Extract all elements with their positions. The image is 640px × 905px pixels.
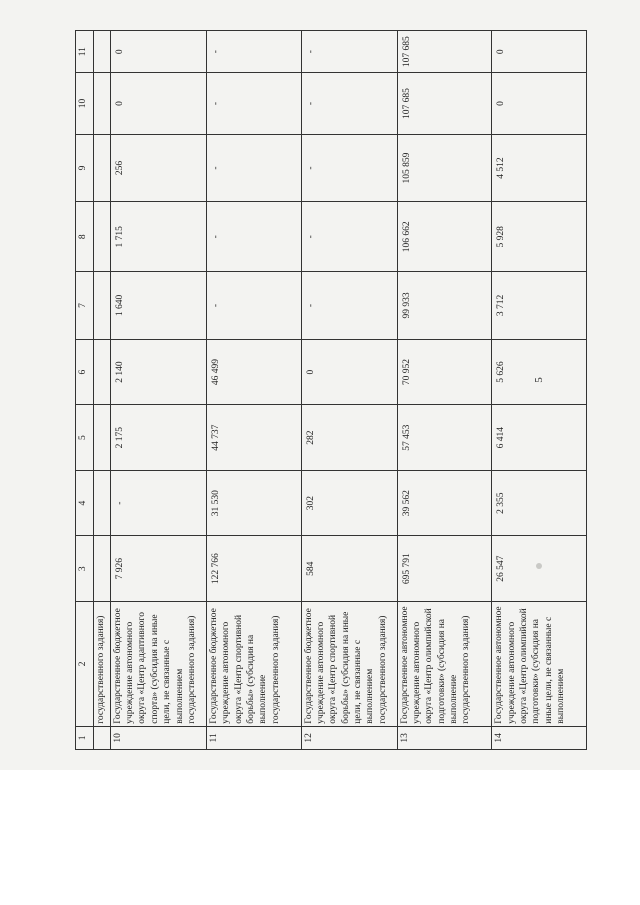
rotated-table-container <box>75 30 587 750</box>
row-number: 14 <box>492 726 587 749</box>
table-cell: 2 175 <box>110 405 206 471</box>
table-cell <box>94 726 111 749</box>
table-cell: - <box>301 31 397 73</box>
table-cell: 122 766 <box>206 536 301 602</box>
table-cell: 0 <box>492 31 587 73</box>
institution-name: Государственное автономное учреждение автономного округа «Центр олимпийской подготовки» (субсидия на иные цели, не связанные с выполнением <box>492 601 587 726</box>
table-cell: 105 859 <box>397 134 492 202</box>
col-header: 1 <box>76 726 94 749</box>
row-number: 11 <box>206 726 301 749</box>
col-header: 8 <box>76 202 94 272</box>
institution-name: Государственное бюджетное учреждение автономного округа «Центр адаптивного спорта» (субсидия на иные цели, не связанные с выполнением государственного задания) <box>110 601 206 726</box>
table-cell: - <box>301 202 397 272</box>
table-cell: 5 928 <box>492 202 587 272</box>
page-number: 5 <box>532 377 545 383</box>
table-cell: 46 499 <box>206 339 301 405</box>
table-cell: - <box>301 134 397 202</box>
table-cell: 0 <box>110 31 206 73</box>
page-margin <box>0 770 640 905</box>
table-cell: 0 <box>110 73 206 134</box>
col-header: 6 <box>76 339 94 405</box>
table-cell: 7 926 <box>110 536 206 602</box>
table-cell: 5 626 <box>492 339 587 405</box>
table-cell: - <box>206 272 301 340</box>
table-row <box>94 31 111 750</box>
table-cell: 282 <box>301 405 397 471</box>
table-cell: 2 140 <box>110 339 206 405</box>
table-cell: 107 685 <box>397 31 492 73</box>
row-number: 10 <box>110 726 206 749</box>
table-cell: - <box>110 470 206 536</box>
table-cell: 39 562 <box>397 470 492 536</box>
table-cell: 4 512 <box>492 134 587 202</box>
row-number: 12 <box>301 726 397 749</box>
table-cell: 2 355 <box>492 470 587 536</box>
table-cell: - <box>301 73 397 134</box>
table-cell: 302 <box>301 470 397 536</box>
header-row <box>76 31 94 750</box>
table-cell: 31 530 <box>206 470 301 536</box>
col-header: 11 <box>76 31 94 73</box>
table-cell: 0 <box>492 73 587 134</box>
table-cell: 44 737 <box>206 405 301 471</box>
col-header: 9 <box>76 134 94 202</box>
table-cell: 26 547 <box>492 536 587 602</box>
table-cell: 107 685 <box>397 73 492 134</box>
col-header: 4 <box>76 470 94 536</box>
table-row <box>110 31 206 750</box>
table-cell: 3 712 <box>492 272 587 340</box>
table-row <box>492 31 587 750</box>
table-cell: 0 <box>301 339 397 405</box>
table-row <box>301 31 397 750</box>
col-header: 2 <box>76 601 94 726</box>
col-header: 5 <box>76 405 94 471</box>
institution-name: Государственное бюджетное учреждение автономного округа «Центр спортивной борьбы» (субсидия на иные цели, не связанные с выполнением государственного задания) <box>301 601 397 726</box>
row-number: 13 <box>397 726 492 749</box>
table-cell: 256 <box>110 134 206 202</box>
institution-name: Государственное бюджетное учреждение автономного округа «Центр спортивной борьбы» (субсидия на выполнение государственного задания) <box>206 601 301 726</box>
table-cell: 695 791 <box>397 536 492 602</box>
budget-table <box>75 30 587 750</box>
table-cell: 1 640 <box>110 272 206 340</box>
prev-row-tail: государственного задания) <box>94 601 111 726</box>
table-cell: 99 933 <box>397 272 492 340</box>
col-header: 3 <box>76 536 94 602</box>
table-cell: 106 662 <box>397 202 492 272</box>
table-cell: 584 <box>301 536 397 602</box>
table-row <box>397 31 492 750</box>
table-cell: - <box>206 134 301 202</box>
table-row <box>206 31 301 750</box>
table-cell: 57 453 <box>397 405 492 471</box>
col-header: 10 <box>76 73 94 134</box>
table-cell: 1 715 <box>110 202 206 272</box>
table-cell: - <box>206 31 301 73</box>
table-cell: - <box>206 73 301 134</box>
col-header: 7 <box>76 272 94 340</box>
table-cell: 70 952 <box>397 339 492 405</box>
institution-name: Государственное автономное учреждение автономного округа «Центр олимпийской подготовки» (субсидия на выполнение государственного задания) <box>397 601 492 726</box>
table-cell: - <box>206 202 301 272</box>
table-cell: 6 414 <box>492 405 587 471</box>
table-cell: - <box>301 272 397 340</box>
